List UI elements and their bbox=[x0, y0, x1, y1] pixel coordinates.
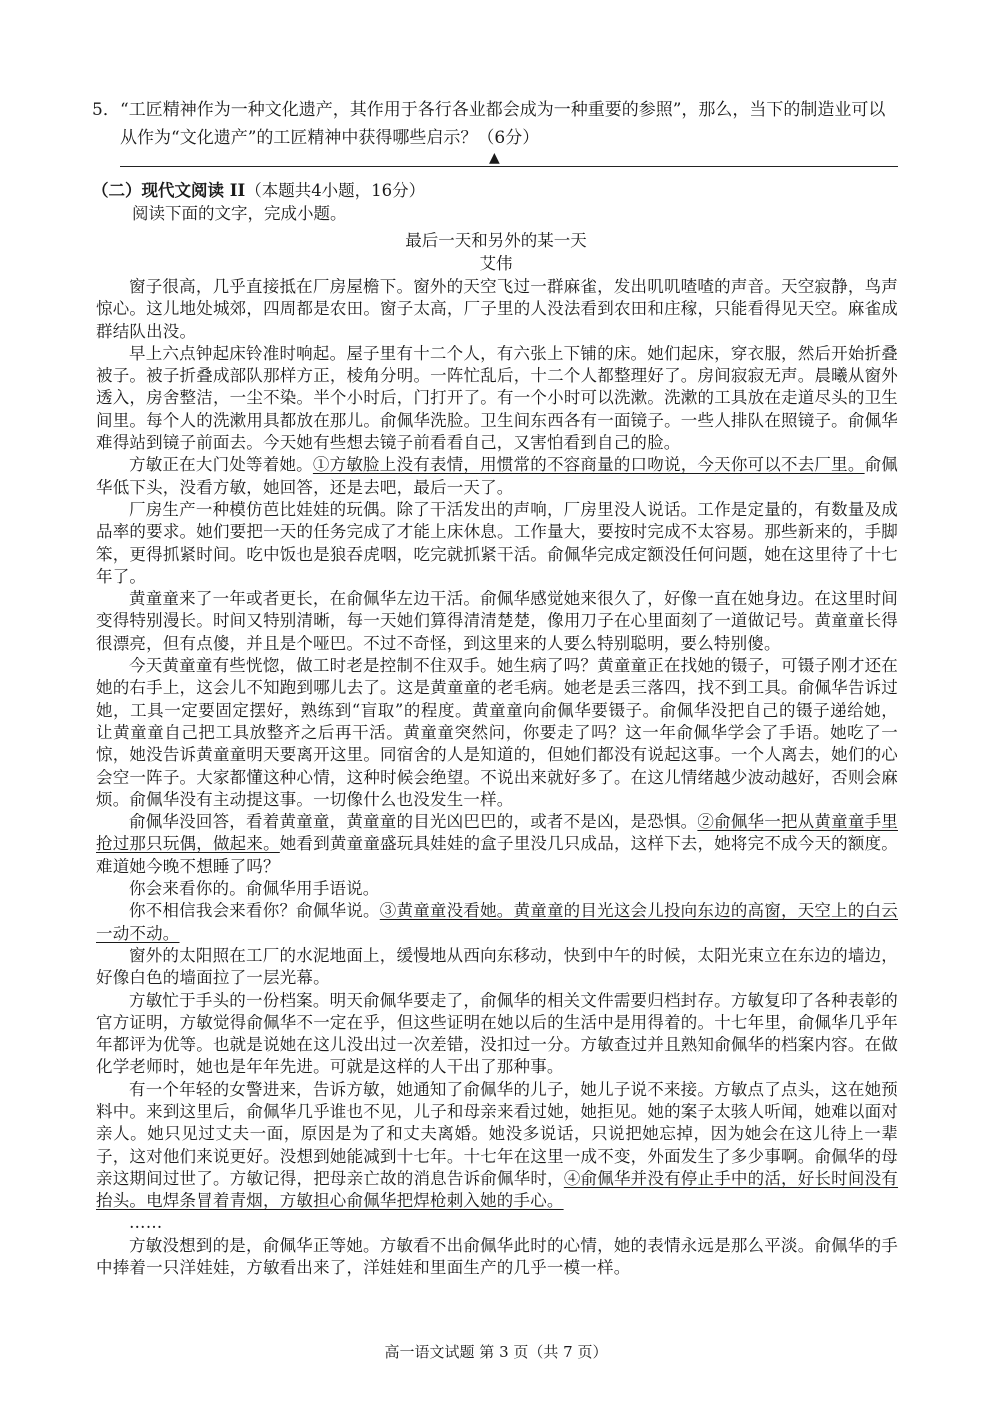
ellipsis: …… bbox=[129, 1213, 163, 1233]
article-body bbox=[96, 276, 898, 1279]
paragraph: 黄童童来了一年或者更长，在俞佩华左边干活。俞佩华感觉她来很久了，好像一直在她身边。在这里时间变得特别漫长。时间又特别清晰，每一天她们算得清清楚楚，像用刀子在心里面刻了一道做记号。黄童童长得很漂亮，但有点傻，并且是个哑巴。不过不奇怪，到这里来的人要么特别聪明，要么特别傻。 bbox=[96, 589, 898, 653]
section-heading bbox=[92, 180, 425, 202]
section-title: （二）现代文阅读 II bbox=[92, 181, 246, 200]
paragraph-text: 俞佩华没回答，看着黄童童，黄童童的目光凶巴巴的，或者不是凶，是恐惧。 bbox=[129, 812, 698, 832]
question-5 bbox=[92, 96, 902, 152]
paragraph: 今天黄童童有些恍惚，做工时老是控制不住双手。她生病了吗？黄童童正在找她的镊子，可镊子刚才还在她的右手上，这会儿不知跑到哪儿去了。这是黄童童的老毛病。她老是丢三落四，找不到工具。俞佩华告诉过她，工具一定要固定摆好，熟练到“盲取”的程度。黄童童向俞佩华要镊子。俞佩华没把自己的镊子递给她，让黄童童自己把工具放整齐之后再干活。黄童童突然问，你要走了吗？这一年俞佩华学会了手语。她吃了一惊，她没告诉黄童童明天要离开这里。同宿舍的人是知道的，但她们都没有说起这事。一个人离去，她们的心会空一阵子。大家都懂这种心情，这种时候会绝望。不说出来就好多了。在这儿情绪越少波动越好，否则会麻烦。俞佩华没有主动提这事。一切像什么也没发生一样。 bbox=[96, 656, 898, 809]
paragraph: 早上六点钟起床铃准时响起。屋子里有十二个人，有六张上下铺的床。她们起床，穿衣服，然后开始折叠被子。被子折叠成部队那样方正，棱角分明。一阵忙乱后，十二个人都整理好了。房间寂寂无声。晨曦从窗外透入，房舍整洁，一尘不染。半个小时后，门打开了。有一个小时可以洗漱。洗漱的工具放在走道尽头的卫生间里。每个人的洗漱用具都放在那儿。俞佩华洗脸。卫生间东西各有一面镜子。一些人排队在照镜子。俞佩华难得站到镜子前面去。今天她有些想去镜子前看看自己，又害怕看到自己的脸。 bbox=[96, 343, 898, 453]
paragraph: 你会来看你的。俞佩华用手语说。 bbox=[129, 879, 380, 899]
paragraph-text: 俞佩华低下头，没看方敏，她回答，还是去吧，最后一天了。 bbox=[96, 455, 899, 497]
paragraph: 窗外的太阳照在工厂的水泥地面上，缓慢地从西向东移动，快到中午的时候，太阳光束立在东边的墙边，好像白色的墙面拉了一层光幕。 bbox=[96, 945, 898, 988]
article-title: 最后一天和另外的某一天 bbox=[405, 231, 587, 250]
question-number: 5． bbox=[92, 100, 120, 120]
paragraph-text: 方敏正在大门处等着她。 bbox=[129, 455, 313, 475]
answer-marker: ▲ bbox=[489, 150, 500, 166]
underlined-sentence-1: ①方敏脸上没有表情，用惯常的不容商量的口吻说，今天你可以不去厂里。 bbox=[312, 455, 865, 475]
underlined-sentence-2: ②俞佩华一把从黄童童手里抢过那只玩偶，做起来。 bbox=[96, 812, 898, 854]
paragraph: 方敏没想到的是，俞佩华正等她。方敏看不出俞佩华此时的心情，她的表情永远是那么平淡。俞佩华的手中捧着一只洋娃娃，方敏看出来了，洋娃娃和里面生产的几乎一模一样。 bbox=[96, 1235, 898, 1278]
paragraph bbox=[96, 900, 898, 945]
paragraph: 方敏忙于手头的一份档案。明天俞佩华要走了，俞佩华的相关文件需要归档封存。方敏复印了各种表彰的官方证明，方敏觉得俞佩华不一定在乎，但这些证明在她以后的生活中是用得着的。十七年里，俞佩华几乎年年都评为优等。也就是说她在这儿没出过一次差错，没扣过一分。方敏查过并且熟知俞佩华的档案内容。在做化学老师时，她也是年年先进。可就是这样的人干出了那种事。 bbox=[96, 990, 898, 1077]
paragraph: 厂房生产一种模仿芭比娃娃的玩偶。除了干活发出的声响，厂房里没人说话。工作是定量的，有数量及成品率的要求。她们要把一天的任务完成了才能上床休息。工作量大，要按时完成不太容易。那些新来的，手脚笨，更得抓紧时间。吃中饭也是狼吞虎咽，吃完就抓紧干活。俞佩华完成定额没任何问题，她在这里待了十七年了。 bbox=[96, 499, 898, 586]
underlined-sentence-4: ④俞佩华并没有停止手中的活，好长时间没有抬头。电焊条冒着青烟，方敏担心俞佩华把焊枪刺入她的手心。 bbox=[96, 1168, 899, 1211]
paragraph-text: 她看到黄童童盛玩具娃娃的盒子里没几只成品，这样下去，她将完不成今天的额度。难道她今晚不想睡了吗？ bbox=[96, 834, 898, 876]
instruction: 阅读下面的文字，完成小题。 bbox=[132, 204, 347, 223]
underlined-sentence-3: ③黄童童没看她。黄童童的目光这会儿投向东边的高窗，天空上的白云一动不动。 bbox=[96, 901, 898, 943]
paragraph bbox=[96, 811, 898, 878]
section-note: （本题共4小题，16分） bbox=[245, 181, 426, 200]
paragraph-text: 有一个年轻的女警进来，告诉方敏，她通知了俞佩华的儿子，她儿子说不来接。方敏点了点头，这在她预料中。来到这里后，俞佩华几乎谁也不见，儿子和母亲来看过她，她拒见。她的案子太骇人听闻，她难以面对亲人。她只见过丈夫一面，原因是为了和丈夫离婚。她没多说话，只说把她忘掉，因为她会在这儿待上一辈子，这对他们来说更好。没想到她能减到十七年。十七年在这里一成不变，外面发生了多少事啊。俞佩华的母亲这期间过世了。方敏记得，把母亲亡故的消息告诉俞佩华时， bbox=[96, 1079, 898, 1188]
answer-line bbox=[120, 166, 898, 167]
page-footer: 高一语文试题 第 3 页（共 7 页） bbox=[384, 1343, 608, 1361]
paragraph-text: 你不相信我会来看你？俞佩华说。 bbox=[129, 901, 380, 921]
paragraph: 窗子很高，几乎直接抵在厂房屋檐下。窗外的天空飞过一群麻雀，发出叽叽喳喳的声音。天空寂静，鸟声惊心。这儿地处城郊，四周都是农田。窗子太高，厂子里的人没法看到农田和庄稼，只能看得见天空。麻雀成群结队出没。 bbox=[96, 277, 898, 341]
paragraph bbox=[96, 1079, 898, 1213]
paragraph bbox=[96, 454, 898, 499]
article-author: 艾伟 bbox=[479, 254, 513, 273]
question-text: “工匠精神作为一种文化遗产，其作用于各行各业都会成为一种重要的参照”，那么，当下的制造业可以从作为“文化遗产”的工匠精神中获得哪些启示？（6分） bbox=[120, 100, 886, 148]
